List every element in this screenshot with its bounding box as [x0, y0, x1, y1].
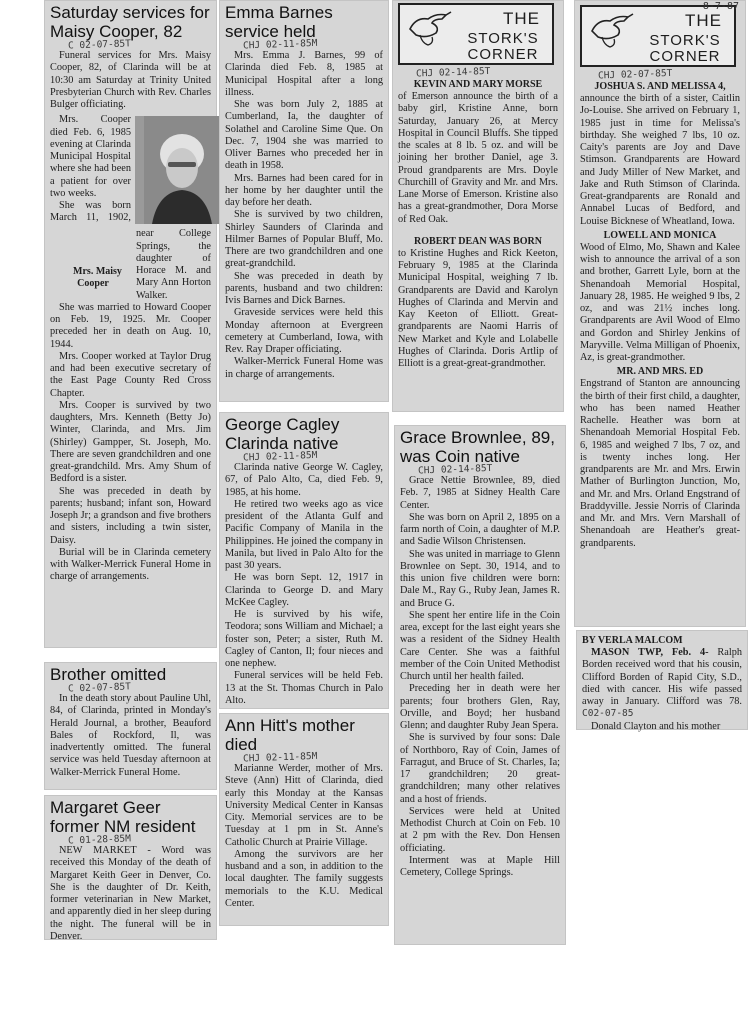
cagley-para: He retired two weeks ago as vice president of the Atlanta Gulf and Pacific Company of Manila in the Philippines. He joined the company in Manila, but lived in Palo Alto for the past 30 years.	[225, 498, 383, 571]
maisy-para: Mrs. Cooper worked at Taylor Drug and had been executive secretary of the East Page County Red Cross Chapter.	[50, 350, 211, 399]
storks-corner-2-banner	[580, 5, 736, 67]
stimson-head: JOSHUA S. AND MELISSA 4,	[594, 81, 726, 92]
maisy-para: Mrs. Cooper died Feb. 6, 1985 evening at Clarinda Municipal Hospital where she had been a patient for over two weeks.	[50, 114, 131, 199]
maisy-cooper-clipping	[44, 0, 217, 648]
margaret-geer-headline: Margaret Geer former NM resident	[50, 798, 196, 836]
stork2-handwritten-date: CHJ 02-07-85T	[597, 67, 673, 82]
storks-corner-1-title: STORK'S CORNER	[467, 30, 539, 63]
storks-corner-1-clipping	[392, 0, 564, 412]
hitt-handwritten-date: CHJ 02-11-85M	[242, 750, 318, 765]
barnes-handwritten-date: CHJ 02-11-85M	[242, 37, 318, 52]
brownlee-para: Preceding her in death were her parents; four brothers Glen, Ray, Orville, and Boyd; her husband Glenn; and daughter Ruby Jean Spera.	[400, 683, 560, 731]
engstrand-head: MR. AND MRS. ED	[616, 366, 704, 378]
maisy-para: She was married to Howard Cooper on Feb. 19, 1925. Mr. Cooper preceded her in death on Aug. 10, 1944.	[50, 301, 211, 350]
mason-twp-clipping	[576, 630, 748, 730]
maisy-para: Mrs. Cooper is survived by two daughters, Mrs. Kenneth (Betty Jo) Winter, Clarinda, and Mrs. Jim (Shirley) Gampper, St. Joseph, Mo. There are seven grandchildren and one great-grandchild. Mrs. Amy Shum of Bedford is a sister.	[50, 399, 211, 485]
ann-hitt-headline: Ann Hitt's mother died	[225, 716, 355, 754]
mason-text: Ralph Borden received word that his cousin, Clifford Borden of Rapid City, S.D., died with cancer. His wife passed away in January. Clifford was 78.	[582, 647, 742, 707]
maisy-para: Burial will be in Clarinda cemetery with Walker-Merrick Funeral Home in charge of arrangements.	[50, 546, 211, 583]
grace-brownlee-headline: Grace Brownlee, 89, was Coin native	[400, 428, 555, 466]
mason-body	[582, 647, 742, 721]
maisy-handwritten-date: C 02-07-85T	[67, 38, 132, 52]
morse-body: of Emerson announce the birth of a baby girl, Kristine Anne, born Saturday, January 26, at Mercy Hospital in Council Bluffs. She tipped the scales at 8 lb. 5 oz. and will be joining her brother Daniel, age 3. Proud grandparents are Mrs. Doyle Churchill of Gravity and Mr. and Mrs. Lane Morse of Emerson. Kristine also has a great-grandmother, Dora Morse of Red Oak.	[398, 91, 558, 225]
brother-omitted-headline: Brother omitted	[50, 665, 167, 684]
maisy-body	[50, 50, 211, 584]
ann-hitt-clipping	[219, 713, 389, 926]
george-cagley-headline: George Cagley Clarinda native	[225, 415, 340, 453]
hitt-para: Marianne Werder, mother of Mrs. Steve (Ann) Hitt of Clarinda, died early this Monday at the Kansas University Medical Center in Kansas City. Memorial services are to be Tuesday at 1 pm in St. Anne's Catholic Church at Prairie Village.	[225, 763, 383, 848]
brownlee-para: Services were held at United Methodist Church at Coin on Feb. 10 at 2 pm with the Rev. Don Hensen officiating.	[400, 805, 560, 854]
mason-byline: BY VERLA MALCOM	[582, 635, 683, 646]
margaret-geer-body: NEW MARKET - Word was received this Monday of the death of Margaret Keith Geer in Denver, Co. She is the daughter of Dr. Keith, former veterinarian in New Market, and apparently died in her sleep during the night. The funeral will be in Denver.	[50, 845, 211, 942]
maisy-cooper-headline: Saturday services for Maisy Cooper, 82	[50, 3, 210, 41]
brother-handwritten-date: C 02-07-85T	[67, 681, 132, 695]
brownlee-para: She spent her entire life in the Coin area, except for the last eight years she was a resident of the Sidney Health Care Center. She was a faithful member of the Coin United Methodist Church until her health failed.	[400, 609, 560, 682]
dean-body: to Kristine Hughes and Rick Keeton, February 9, 1985 at the Clarinda Municipal Hospital, weighing 7 lb. Grandparents are David and Karolyn Hughes of Clarinda and Mervin and Kay Keeton of Elliott. Great-grandparents are Naomi Harris of New Market and Kyle and Lolabelle Hughes of Clarinda. Doris Artlip of Elliott is a great-great-grandmother.	[398, 247, 558, 369]
brownlee-para: She is survived by four sons: Dale of Northboro, Ray of Coin, James of Farragut, and Bruce of St. Charles, Ia; 17 grandchildren; 20 great-grandchildren; many other relatives and a host of friends.	[400, 732, 560, 805]
emma-barnes-headline: Emma Barnes service held	[225, 3, 333, 41]
barnes-para: Mrs. Barnes had been cared for in her home by her daughter until the day before her death.	[225, 172, 383, 208]
cagley-para: He was born Sept. 12, 1917 in Clarinda to George D. and Mary McKee Cagley.	[225, 572, 383, 608]
storks-corner-2-title: STORK'S CORNER	[649, 32, 721, 65]
cagley-para: Funeral services will be held Feb. 13 at the St. Thomas Church in Palo Alto.	[225, 670, 383, 706]
brownlee-para: Grace Nettie Brownlee, 89, died Feb. 7, 1985 at Sidney Health Care Center.	[400, 475, 560, 511]
barnes-para: Walker-Merrick Funeral Home was in charge of arrangements.	[225, 356, 383, 380]
brother-omitted-clipping	[44, 662, 217, 790]
brownlee-para: Interment was at Maple Hill Cemetery, College Springs.	[400, 854, 560, 878]
dean-head: ROBERT DEAN WAS BORN	[414, 235, 542, 247]
brother-omitted-body: In the death story about Pauline Uhl, 84, of Clarinda, printed in Monday's Herald Journal, a brother, Beauford Bales of Rockford, Il, was inadvertently omitted. The funeral service was held Tuesday afternoon at Walker-Merrick Funeral Home.	[50, 693, 211, 778]
maisy-cooper-photo	[135, 116, 211, 224]
storks-corner-2-clipping	[574, 0, 746, 627]
emma-barnes-clipping	[219, 0, 389, 402]
stimson-body: announce the birth of a sister, Caitlin Jo-Louise. She arrived on February 1, 1985 just in time for Melissa's birthday. She weighed 7 lbs, 10 oz. Caity's parents are Joy and Dave Stimson. Grandparents are Howard and Judy Miller of New Market, and Jake and Ruth Stimson of Clarinda. Great-grandparents are Ronald and Annabel Lucas of Bedford, and Louise Bicknese of Wheatland, Iowa.	[580, 93, 740, 227]
brownlee-para: She was born on April 2, 1895 on a farm north of Coin, a daughter of M.P. and Sadie Wilson Christensen.	[400, 511, 560, 548]
barnes-para: Mrs. Emma J. Barnes, 99 of Clarinda died Feb. 8, 1985 at Municipal Hospital after a long illness.	[225, 50, 383, 98]
morse-head: KEVIN AND MARY MORSE	[413, 79, 543, 90]
storks-corner-1-title-the: THE	[503, 9, 540, 28]
barnes-para: She was preceded in death by parents, husband and two children: Ivis Barnes and Dick Barnes.	[225, 270, 383, 306]
stork-icon	[588, 11, 634, 49]
mason-handwritten-date: C02-07-85	[582, 708, 634, 720]
margaret-geer-clipping	[44, 795, 217, 940]
barnes-para: She is survived by two children, Shirley Saunders of Clarinda and Hilmer Barnes of Popular Bluff, Mo. There are two grandchildren and one great-grandchild.	[225, 209, 383, 270]
grace-brownlee-clipping	[394, 425, 566, 945]
maisy-photo-caption: Mrs. Maisy Cooper	[73, 266, 122, 290]
barnes-para: Graveside services were held this Monday afternoon at Evergreen cemetery at Cumberland, Iowa, with Rev. Ray Draper officiating.	[225, 307, 383, 355]
mason-trailing: Donald Clayton and his mother	[591, 720, 721, 732]
george-cagley-clipping	[219, 412, 389, 709]
lyle-body: Wood of Elmo, Mo, Shawn and Kalee wish to announce the arrival of a son and brother, Garrett Lyle, born at the Shenandoah Memorial Hospital, January 28, 1985. He weighed 9 lbs, 2 oz, and was 21½ inches long. Grandparents are Avil Wood of Elmo and Gordon and Shirley Jenkins of Maryville. Velma Milligan of Phoenix, Az, is great-grandmother.	[580, 241, 740, 363]
stork-icon	[406, 9, 452, 47]
engstrand-body: Engstrand of Stanton are announcing the birth of their first child, a daughter, who has been named Heather Rachelle. Heather was born at Shenandoah Memorial Hospital Feb. 6, 1985 and weighed 7 lbs, 7 oz, and is twenty inches long. Her grandparents are Mr. and Mrs. Erwin Mather of Burlington Junction, Mo, and Mr. and Mrs. Orland Engstrand of Braddyville. Jessie Norris of Clarinda and Mr. and Mrs. Vern Marshall of Shenandoah are Heather's great-grandparents.	[580, 378, 740, 549]
brownlee-para: She was united in marriage to Glenn Brownlee on Sept. 30, 1914, and to this union five children were born: Dale M., Ray G., Ruby Jean, James R. and Bruce G.	[400, 548, 560, 609]
maisy-para: She was preceded in death by parents; husband; infant son, Howard Joseph Jr; a grandson and five brothers and sisters, including a twin sister, Daisy.	[50, 485, 211, 546]
portrait-image	[144, 116, 220, 224]
hitt-para: Among the survivors are her husband and a son, in addition to the local daughter. The family suggests memorials to the K.U. Medical Center.	[225, 848, 383, 909]
ann-hitt-body	[225, 763, 383, 910]
maisy-para: Funeral services for Mrs. Maisy Cooper, 82, of Clarinda will be at 10:30 am Saturday at Trinity United Presbyterian Church with Rev. Charles Bulger officiating.	[50, 50, 211, 110]
maisy-para: She was born March 11, 1902, near College Springs, the daughter of Horace M. and Mary Ann Horton Walker.	[50, 200, 211, 301]
lyle-head: LOWELL AND MONICA	[603, 229, 717, 241]
brownlee-handwritten-date: CHJ 02-14-85T	[417, 462, 493, 477]
barnes-para: She was born July 2, 1885 at Cumberland, Ia, the daughter of Solathel and Caroline Sime Que. On Dec. 7, 1904 she was married to Oliver Barnes who preceded her in death in 1958.	[225, 99, 383, 172]
cagley-handwritten-date: CHJ 02-11-85M	[242, 449, 318, 464]
storks-corner-1-banner	[398, 3, 554, 65]
stork2-date-mark: 8-7-87	[702, 1, 739, 12]
cagley-para: He is survived by his wife, Teodora; sons William and Michael; a foster son, Peter; a sister, Ruth M. Cagley of Canton, Il; four nieces and one nephew.	[225, 609, 383, 669]
emma-barnes-body	[225, 50, 383, 381]
grace-brownlee-body	[400, 475, 560, 879]
cagley-para: Clarinda native George W. Cagley, 67, of Palo Alto, Ca, died Feb. 9, 1985, at his home.	[225, 462, 383, 498]
geer-handwritten-date: C 01-28-85M	[67, 833, 132, 847]
mason-dateline: MASON TWP, Feb. 4-	[591, 647, 709, 658]
storks-corner-2-title-the: THE	[685, 11, 722, 30]
george-cagley-body	[225, 462, 383, 707]
stork1-handwritten-date: CHJ 02-14-85T	[415, 65, 491, 80]
